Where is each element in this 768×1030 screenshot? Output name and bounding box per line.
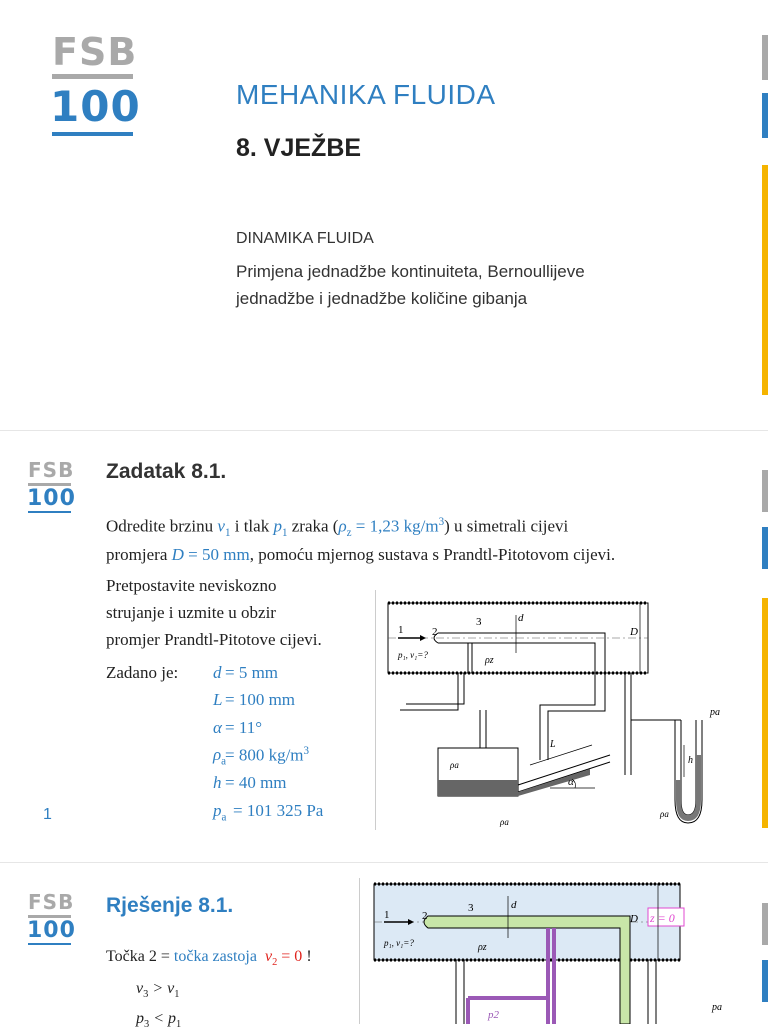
- label-h: h: [688, 755, 693, 766]
- label-1: 1: [384, 909, 390, 921]
- given-sub: a: [221, 811, 227, 824]
- label-d: d: [511, 899, 517, 911]
- given-row: [213, 801, 324, 824]
- given-value: = 40 mm: [225, 773, 287, 792]
- value: = 50 mm: [183, 545, 250, 564]
- side-bar-blue-3: [762, 960, 768, 1002]
- pitot-tube: [438, 633, 605, 695]
- symbol-sub: 1: [224, 527, 231, 540]
- reservoir-liquid: [438, 780, 518, 796]
- label-pa: pa: [712, 1002, 722, 1013]
- symbol-sub: 1: [281, 527, 288, 540]
- reservoir-tube: [480, 710, 486, 748]
- logo-underline: [52, 132, 133, 136]
- static-tap: [468, 643, 472, 673]
- label-alpha: α: [568, 776, 574, 788]
- assumption-line-3: promjer Prandtl-Pitotove cijevi.: [106, 630, 322, 649]
- label-rho-a-3: ρa: [660, 809, 669, 819]
- static-tube: [456, 960, 464, 1024]
- symbol-sub: 3: [144, 1019, 150, 1030]
- side-bar-gray-2: [762, 470, 768, 512]
- given-value: = 101 325 Pa: [233, 801, 324, 820]
- given-row: [213, 663, 279, 685]
- inclined-tube: [518, 755, 610, 792]
- value: = 1,23 kg/m: [351, 516, 439, 536]
- label-rho-a-2: ρa: [500, 817, 509, 827]
- task-text: zraka (: [287, 516, 339, 536]
- value: = 0: [277, 948, 303, 965]
- symbol-sub: 2: [272, 957, 278, 969]
- side-bar-yellow: [762, 165, 768, 395]
- given-row: [213, 718, 263, 740]
- label-2: 2: [422, 910, 428, 922]
- given-symbol: ρ: [213, 745, 222, 764]
- length-dim: [530, 745, 592, 765]
- text: !: [302, 948, 312, 965]
- side-bar-blue-2: [762, 527, 768, 569]
- symbol-v: v: [136, 980, 144, 997]
- task-text: , pomoću mjernog sustava s Prandtl-Pitotovom cijevi.: [249, 545, 616, 564]
- side-bar-gray: [762, 35, 768, 80]
- topic-label: DINAMIKA FLUIDA: [236, 230, 374, 247]
- given-value: = 100 mm: [225, 690, 296, 709]
- pressure-line-2: [468, 998, 548, 1024]
- given-symbol: L: [213, 690, 223, 709]
- solution-diagram: [368, 878, 740, 1024]
- stagnation-label: točka zastoja: [173, 948, 257, 965]
- symbol-sub: 1: [174, 989, 180, 1001]
- label-z0: z = 0: [650, 911, 675, 925]
- given-label: Zadano je:: [106, 663, 179, 682]
- side-bar-blue: [762, 93, 768, 138]
- page-number: 1: [43, 806, 52, 823]
- connection-tube-2: [540, 695, 605, 760]
- given-row: [213, 773, 287, 795]
- label-d: d: [518, 612, 524, 624]
- pressure-relation: [136, 1010, 181, 1030]
- fsb-logo-bottom-small: 100: [27, 918, 76, 943]
- given-value: = 800 kg/m: [225, 745, 304, 765]
- course-title: MEHANIKA FLUIDA: [236, 79, 496, 110]
- task-heading: Zadatak 8.1.: [106, 460, 227, 483]
- task-text: Odredite brzinu: [106, 516, 218, 536]
- symbol-sub: 1: [176, 1019, 182, 1030]
- connection-tube-3: [625, 673, 631, 775]
- logo-divider: [52, 74, 133, 79]
- label-p1v1: p₁, v₁=?: [384, 938, 414, 948]
- logo-underline-small: [28, 943, 71, 945]
- arrow-head: [420, 635, 426, 641]
- assumption-line-2: strujanje i uzmite u obzir: [106, 603, 276, 622]
- connection-tube: [400, 673, 464, 710]
- task-text: promjera: [106, 545, 172, 564]
- task-text: i tlak: [230, 516, 274, 536]
- label-2: 2: [432, 626, 438, 638]
- symbol-v: > v: [148, 980, 175, 997]
- diagram-divider: [359, 878, 360, 1024]
- label-D: D: [630, 913, 638, 925]
- given-symbol: d: [213, 663, 222, 682]
- symbol-p: < p: [149, 1010, 176, 1027]
- fsb-logo-top: FSB: [52, 30, 138, 74]
- exponent: 3: [438, 516, 445, 528]
- task-text-line-1: [106, 516, 568, 539]
- given-row: [213, 690, 296, 712]
- label-D: D: [630, 626, 638, 638]
- logo-underline-small: [28, 511, 71, 513]
- label-rho-a: ρa: [450, 760, 459, 770]
- fsb-logo-bottom: 100: [50, 82, 141, 131]
- symbol-sub: 3: [143, 989, 149, 1001]
- fsb-logo-bottom-small: 100: [27, 486, 76, 511]
- solution-heading: Rješenje 8.1.: [106, 894, 234, 917]
- text: Točka 2 =: [106, 948, 174, 965]
- task-text: ) u simetrali cijevi: [444, 516, 569, 536]
- side-bar-yellow-2: [762, 598, 768, 828]
- given-exp: 3: [303, 745, 310, 757]
- description-line-1: Primjena jednadžbe kontinuiteta, Bernoullijeve: [236, 262, 585, 281]
- fsb-logo-top-small: FSB: [28, 890, 75, 914]
- symbol-p: p: [136, 1010, 144, 1027]
- label-p1v1: p₁, v₁=?: [398, 650, 428, 660]
- given-row: [213, 745, 310, 768]
- fsb-logo-top-small: FSB: [28, 458, 75, 482]
- connection-tube: [648, 960, 656, 1024]
- given-value: = 5 mm: [225, 663, 279, 682]
- diagram-divider: [375, 590, 376, 830]
- description-line-2: jednadžbe i jednadžbe količine gibanja: [236, 289, 528, 308]
- assumption-line-1: Pretpostavite neviskozno: [106, 576, 277, 595]
- pitot-diagram: [380, 595, 730, 835]
- side-bar-gray-3: [762, 903, 768, 945]
- velocity-relation: [136, 980, 179, 1000]
- given-symbol: α: [213, 718, 222, 737]
- label-1: 1: [398, 624, 404, 636]
- symbol-v: v: [264, 948, 273, 965]
- label-3: 3: [476, 616, 482, 628]
- label-3: 3: [468, 902, 474, 914]
- given-sub: a: [221, 755, 227, 768]
- stagnation-line: [106, 948, 312, 968]
- given-symbol: p: [213, 801, 222, 820]
- label-rho-z: ρz: [485, 655, 494, 666]
- given-symbol: h: [213, 773, 222, 792]
- symbol-sub: z: [346, 527, 352, 540]
- given-value: = 11°: [225, 718, 263, 737]
- label-pa: pa: [710, 707, 720, 718]
- symbol-v: v: [217, 516, 225, 536]
- symbol-p: p: [273, 516, 282, 536]
- task-text-line-2: [106, 545, 615, 565]
- label-L: L: [550, 739, 556, 750]
- slide-separator: [0, 862, 768, 863]
- slide-separator: [0, 430, 768, 431]
- exercise-title: 8. VJEŽBE: [236, 134, 362, 162]
- symbol-rho: ρ: [338, 516, 347, 536]
- label-p2: p2: [488, 1009, 499, 1021]
- label-rho-z: ρz: [478, 942, 487, 953]
- symbol-D: D: [171, 545, 184, 564]
